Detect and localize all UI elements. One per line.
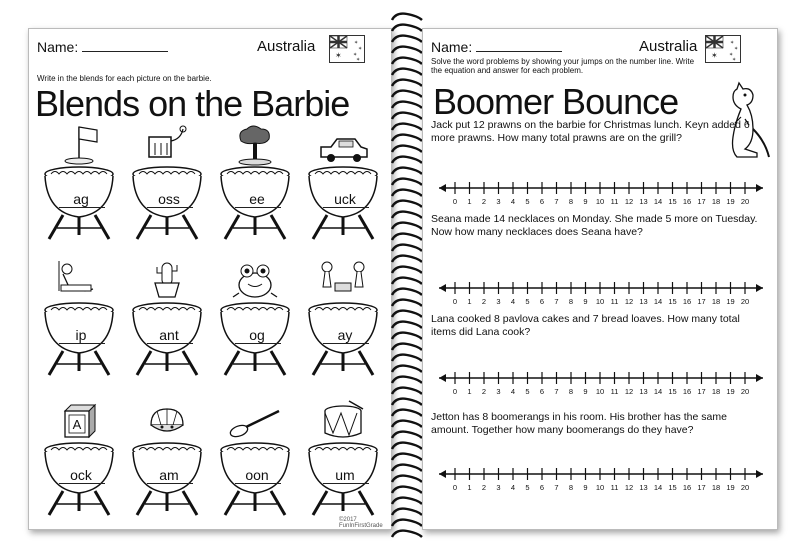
spiral-coil-icon bbox=[390, 199, 424, 209]
blend-text: ip bbox=[75, 327, 87, 343]
number-line-label: 8 bbox=[568, 197, 574, 205]
svg-text:✶: ✶ bbox=[356, 57, 361, 62]
spiral-coil-icon bbox=[390, 133, 424, 143]
australia-flag-icon bbox=[705, 35, 741, 63]
number-line-label: 5 bbox=[525, 387, 530, 395]
spiral-coil-icon bbox=[390, 100, 424, 110]
blend-blank bbox=[323, 207, 369, 208]
svg-text:✶: ✶ bbox=[732, 57, 737, 62]
bbq-item bbox=[303, 397, 383, 517]
spiral-coil-icon bbox=[390, 210, 424, 220]
spiral-coil-icon bbox=[390, 78, 424, 88]
blend-text: ay bbox=[337, 327, 353, 343]
blend-text: am bbox=[159, 467, 179, 483]
number-line-label: 5 bbox=[525, 483, 530, 491]
left-worksheet bbox=[28, 28, 392, 530]
number-line-label: 0 bbox=[452, 387, 458, 395]
number-line-label: 15 bbox=[668, 387, 677, 395]
number-line-label: 9 bbox=[583, 197, 588, 205]
bbq-item bbox=[303, 257, 383, 377]
bbq-item bbox=[127, 257, 207, 377]
bbq-item bbox=[215, 257, 295, 377]
blend-blank bbox=[59, 483, 105, 484]
spiral-coil-icon bbox=[390, 342, 424, 352]
number-line-label: 18 bbox=[711, 297, 721, 305]
spiral-coil-icon bbox=[390, 265, 424, 275]
number-line bbox=[437, 179, 767, 205]
number-line-label: 13 bbox=[639, 483, 648, 491]
number-line-label: 9 bbox=[583, 297, 588, 305]
number-line-label: 2 bbox=[481, 387, 487, 395]
spiral-coil-icon bbox=[390, 155, 424, 165]
blend-text: ock bbox=[70, 467, 92, 483]
blend-blank bbox=[147, 483, 193, 484]
spiral-coil-icon bbox=[390, 419, 424, 429]
number-line bbox=[437, 369, 767, 395]
number-line-label: 9 bbox=[583, 387, 588, 395]
spiral-coil-icon bbox=[390, 441, 424, 451]
blend-blank bbox=[147, 343, 193, 344]
number-line-label: 7 bbox=[554, 297, 559, 305]
number-line-label: 20 bbox=[740, 483, 750, 491]
number-line-label: 0 bbox=[452, 297, 458, 305]
drum-icon bbox=[303, 397, 383, 517]
number-line-label: 20 bbox=[740, 297, 750, 305]
spiral-coil-icon bbox=[390, 298, 424, 308]
country-label: Australia bbox=[257, 38, 316, 55]
spiral-coil-icon bbox=[390, 375, 424, 385]
copyright: ©2017 FunInFirstGrade bbox=[339, 517, 383, 529]
number-line-label: 8 bbox=[568, 297, 574, 305]
spiral-coil-icon bbox=[390, 287, 424, 297]
svg-text:✶: ✶ bbox=[358, 46, 363, 52]
number-line-label: 9 bbox=[583, 483, 588, 491]
spiral-coil-icon bbox=[390, 232, 424, 242]
number-line-label: 4 bbox=[510, 387, 516, 395]
number-line-label: 2 bbox=[481, 297, 487, 305]
spiral-coil-icon bbox=[390, 177, 424, 187]
blend-blank bbox=[59, 343, 105, 344]
number-line-label: 6 bbox=[539, 197, 545, 205]
spiral-coil-icon bbox=[390, 276, 424, 286]
number-line-label: 3 bbox=[496, 297, 501, 305]
number-line-label: 14 bbox=[653, 197, 663, 205]
number-line-label: 8 bbox=[568, 483, 574, 491]
blend-blank bbox=[235, 483, 281, 484]
number-line-label: 16 bbox=[682, 197, 692, 205]
page-title: Boomer Bounce bbox=[433, 81, 679, 122]
blend-blank bbox=[323, 343, 369, 344]
number-line-label: 13 bbox=[639, 387, 648, 395]
blend-text: ag bbox=[73, 191, 89, 207]
bbq-item bbox=[39, 257, 119, 377]
spiral-coil-icon bbox=[390, 397, 424, 407]
number-line-label: 20 bbox=[740, 387, 750, 395]
number-line-label: 6 bbox=[539, 387, 545, 395]
spiral-coil-icon bbox=[390, 331, 424, 341]
number-line-label: 11 bbox=[610, 387, 619, 395]
page-title: Blends on the Barbie bbox=[35, 83, 350, 124]
number-line-label: 14 bbox=[653, 483, 663, 491]
name-field bbox=[431, 39, 562, 55]
spiral-coil-icon bbox=[390, 166, 424, 176]
svg-text:✶: ✶ bbox=[335, 51, 342, 60]
word-problem: Lana cooked 8 pavlova cakes and 7 bread loaves. How many total items did Lana cook? bbox=[431, 313, 740, 338]
bbq-item bbox=[39, 121, 119, 241]
children-playing-icon bbox=[303, 257, 383, 377]
bbq-item bbox=[39, 397, 119, 517]
spiral-coil-icon bbox=[390, 408, 424, 418]
number-line-label: 4 bbox=[510, 297, 516, 305]
spiral-coil-icon bbox=[390, 254, 424, 264]
blend-text: oss bbox=[158, 191, 180, 207]
number-line-label: 12 bbox=[624, 197, 634, 205]
number-line-label: 12 bbox=[624, 387, 634, 395]
spiral-coil-icon bbox=[390, 45, 424, 55]
clam-icon bbox=[127, 397, 207, 517]
spiral-coil-icon bbox=[390, 474, 424, 484]
name-blank bbox=[476, 39, 562, 52]
number-line-label: 3 bbox=[496, 483, 501, 491]
number-line-label: 13 bbox=[639, 197, 648, 205]
number-line bbox=[437, 279, 767, 305]
number-line-label: 12 bbox=[624, 483, 634, 491]
svg-text:✶: ✶ bbox=[354, 40, 359, 46]
spiral-coil-icon bbox=[390, 463, 424, 473]
blend-text: og bbox=[249, 327, 265, 343]
number-line-label: 5 bbox=[525, 197, 530, 205]
spiral-coil-icon bbox=[390, 188, 424, 198]
number-line-label: 0 bbox=[452, 197, 458, 205]
number-line-label: 10 bbox=[595, 387, 605, 395]
number-line-label: 11 bbox=[610, 297, 619, 305]
spiral-coil-icon bbox=[390, 23, 424, 33]
number-line-label: 2 bbox=[481, 483, 487, 491]
spiral-coil-icon bbox=[390, 144, 424, 154]
number-line-label: 10 bbox=[595, 197, 605, 205]
number-line-label: 1 bbox=[467, 387, 472, 395]
block-icon bbox=[39, 397, 119, 517]
blend-text: ant bbox=[159, 327, 179, 343]
number-line-label: 19 bbox=[726, 197, 735, 205]
number-line bbox=[437, 465, 767, 491]
spiral-coil-icon bbox=[390, 518, 424, 528]
bbq-item bbox=[215, 397, 295, 517]
number-line-label: 20 bbox=[740, 197, 750, 205]
number-line-label: 14 bbox=[653, 387, 663, 395]
name-field bbox=[37, 39, 168, 55]
blend-text: oon bbox=[245, 467, 269, 483]
name-blank bbox=[82, 39, 168, 52]
spiral-coil-icon bbox=[390, 529, 424, 539]
spiral-coil-icon bbox=[390, 122, 424, 132]
number-line-label: 17 bbox=[697, 387, 706, 395]
number-line-label: 7 bbox=[554, 483, 559, 491]
number-line-label: 1 bbox=[467, 197, 472, 205]
svg-text:✶: ✶ bbox=[711, 51, 718, 60]
svg-text:✶: ✶ bbox=[734, 46, 739, 52]
spiral-coil-icon bbox=[390, 89, 424, 99]
spoon-icon bbox=[215, 397, 295, 517]
truck-icon bbox=[303, 121, 383, 241]
number-line-label: 1 bbox=[467, 297, 472, 305]
word-problem: Jack put 12 prawns on the barbie for Christmas lunch. Keyn added 6 more prawns. How many total prawns are on the grill? bbox=[431, 119, 750, 144]
name-label: Name: bbox=[37, 39, 79, 55]
number-line-label: 5 bbox=[525, 297, 530, 305]
number-line-label: 2 bbox=[481, 197, 487, 205]
svg-text:✶: ✶ bbox=[353, 52, 358, 58]
right-worksheet bbox=[422, 28, 778, 530]
number-line-label: 4 bbox=[510, 197, 516, 205]
bbq-item bbox=[215, 121, 295, 241]
number-line-label: 18 bbox=[711, 197, 721, 205]
spiral-coil-icon bbox=[390, 221, 424, 231]
bbq-item bbox=[303, 121, 383, 241]
number-line-label: 0 bbox=[452, 483, 458, 491]
number-line-label: 8 bbox=[568, 387, 574, 395]
spiral-coil-icon bbox=[390, 309, 424, 319]
number-line-label: 19 bbox=[726, 387, 735, 395]
number-line-label: 18 bbox=[711, 483, 721, 491]
number-line-label: 11 bbox=[610, 483, 619, 491]
frog-icon bbox=[215, 257, 295, 377]
blend-blank bbox=[147, 207, 193, 208]
number-line-label: 10 bbox=[595, 483, 605, 491]
number-line-label: 19 bbox=[726, 483, 735, 491]
number-line-label: 14 bbox=[653, 297, 663, 305]
number-line-label: 10 bbox=[595, 297, 605, 305]
spiral-coil-icon bbox=[390, 12, 424, 22]
number-line-label: 4 bbox=[510, 483, 516, 491]
number-line-label: 13 bbox=[639, 297, 648, 305]
number-line-label: 7 bbox=[554, 387, 559, 395]
spiral-coil-icon bbox=[390, 386, 424, 396]
blend-text: uck bbox=[334, 191, 356, 207]
blend-blank bbox=[323, 483, 369, 484]
number-line-label: 6 bbox=[539, 483, 545, 491]
girl-on-swing-icon bbox=[39, 257, 119, 377]
bbq-item bbox=[127, 121, 207, 241]
number-line-label: 18 bbox=[711, 387, 721, 395]
number-line-label: 3 bbox=[496, 387, 501, 395]
australia-flag-icon bbox=[329, 35, 365, 63]
bbq-item bbox=[127, 397, 207, 517]
number-line-label: 16 bbox=[682, 297, 692, 305]
blend-blank bbox=[235, 207, 281, 208]
tree-icon bbox=[215, 121, 295, 241]
svg-text:✶: ✶ bbox=[729, 52, 734, 58]
number-line-label: 12 bbox=[624, 297, 634, 305]
spiral-coil-icon bbox=[390, 507, 424, 517]
number-line-label: 15 bbox=[668, 197, 677, 205]
svg-text:✶: ✶ bbox=[730, 40, 735, 46]
number-line-label: 15 bbox=[668, 297, 677, 305]
flag-picture-icon bbox=[39, 121, 119, 241]
spiral-coil-icon bbox=[390, 496, 424, 506]
number-line-label: 15 bbox=[668, 483, 677, 491]
spiral-coil-icon bbox=[390, 56, 424, 66]
blend-text: um bbox=[335, 467, 355, 483]
blend-blank bbox=[59, 207, 105, 208]
cactus-plant-icon bbox=[127, 257, 207, 377]
spiral-coil-icon bbox=[390, 353, 424, 363]
number-line-label: 17 bbox=[697, 483, 706, 491]
number-line-label: 16 bbox=[682, 387, 692, 395]
spiral-coil-icon bbox=[390, 452, 424, 462]
spiral-coil-icon bbox=[390, 67, 424, 77]
instructions: Write in the blends for each picture on the barbie. bbox=[37, 74, 212, 83]
number-line-label: 11 bbox=[610, 197, 619, 205]
country-label: Australia bbox=[639, 38, 698, 55]
word-problem: Jetton has 8 boomerangs in his room. His brother has the same amount. Together how many boomerangs do they have? bbox=[431, 411, 727, 436]
number-line-label: 17 bbox=[697, 197, 706, 205]
number-line-label: 16 bbox=[682, 483, 692, 491]
spiral-coil-icon bbox=[390, 111, 424, 121]
number-line-label: 19 bbox=[726, 297, 735, 305]
spiral-coil-icon bbox=[390, 320, 424, 330]
spiral-coil-icon bbox=[390, 430, 424, 440]
tooth-floss-icon bbox=[127, 121, 207, 241]
block-letter: A bbox=[72, 417, 82, 432]
spiral-coil-icon bbox=[390, 485, 424, 495]
instructions: Solve the word problems by showing your jumps on the number line. Write the equation and answer for each problem. bbox=[431, 57, 695, 75]
blend-blank bbox=[235, 343, 281, 344]
spiral-coil-icon bbox=[390, 243, 424, 253]
number-line-label: 3 bbox=[496, 197, 501, 205]
number-line-label: 7 bbox=[554, 197, 559, 205]
word-problem: Seana made 14 necklaces on Monday. She made 5 more on Tuesday. Now how many necklaces does Seana have? bbox=[431, 213, 758, 238]
blend-text: ee bbox=[249, 191, 265, 207]
spiral-coil-icon bbox=[390, 34, 424, 44]
number-line-label: 1 bbox=[467, 483, 472, 491]
number-line-label: 6 bbox=[539, 297, 545, 305]
number-line-label: 17 bbox=[697, 297, 706, 305]
name-label: Name: bbox=[431, 39, 473, 55]
spiral-coil-icon bbox=[390, 364, 424, 374]
